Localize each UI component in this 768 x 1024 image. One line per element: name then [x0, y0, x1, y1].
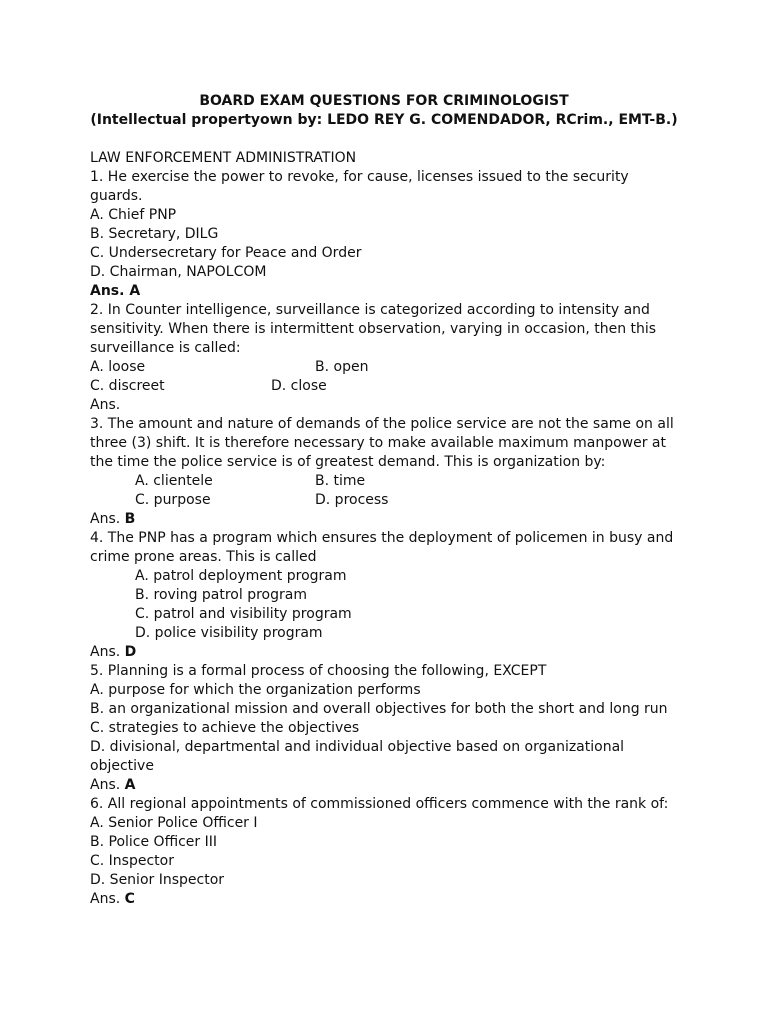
question-2-choice-b: B. open [315, 359, 369, 375]
answer-prefix: Ans. [90, 511, 121, 527]
question-2-choice-a: A. loose [90, 359, 146, 375]
question-2-text: surveillance is called: [90, 340, 241, 356]
question-6-text: 6. All regional appointments of commissioned officers commence with the rank of: [90, 796, 669, 812]
question-1-choice-d: D. Chairman, NAPOLCOM [90, 264, 267, 280]
question-1-text: 1. He exercise the power to revoke, for cause, licenses issued to the security [90, 169, 629, 185]
question-3-choice-d: D. process [315, 492, 389, 508]
question-1-choice-c: C. Undersecretary for Peace and Order [90, 245, 362, 261]
question-6-choice-d: D. Senior Inspector [90, 872, 225, 888]
question-3-answer [90, 510, 135, 529]
question-4-text: 4. The PNP has a program which ensures the deployment of policemen in busy and [90, 530, 674, 546]
answer-letter: B [124, 511, 136, 527]
answer-letter: A [124, 777, 136, 793]
question-2-answer [90, 396, 120, 415]
question-3-text: 3. The amount and nature of demands of the police service are not the same on all [90, 416, 674, 432]
question-5-choice-d: objective [90, 758, 154, 774]
document-title: BOARD EXAM QUESTIONS FOR CRIMINOLOGIST [199, 93, 569, 109]
question-6-choice-b: B. Police Officer III [90, 834, 218, 850]
question-1-text: guards. [90, 188, 143, 204]
answer-letter: D [124, 644, 137, 660]
document-subtitle: (Intellectual propertyown by: LEDO REY G. COMENDADOR, RCrim., EMT-B.) [90, 112, 678, 128]
question-4-choice-c: C. patrol and visibility program [135, 606, 352, 622]
question-4-text: crime prone areas. This is called [90, 549, 317, 565]
answer-letter: C [124, 891, 135, 907]
question-6-choice-a: A. Senior Police Officer I [90, 815, 258, 831]
question-5-text: 5. Planning is a formal process of choosing the following, EXCEPT [90, 663, 547, 679]
question-3-choice-a: A. clientele [135, 473, 213, 489]
question-3-choice-b: B. time [315, 473, 366, 489]
question-5-choice-c: C. strategies to achieve the objectives [90, 720, 360, 736]
question-2-choice-c: C. discreet [90, 378, 165, 394]
answer-prefix: Ans. [90, 644, 121, 660]
question-2-text: 2. In Counter intelligence, surveillance is categorized according to intensity and [90, 302, 650, 318]
question-3-text: three (3) shift. It is therefore necessary to make available maximum manpower at [90, 435, 667, 451]
question-2-choice-d: D. close [271, 378, 327, 394]
question-1-choice-b: B. Secretary, DILG [90, 226, 219, 242]
question-1-choice-a: A. Chief PNP [90, 207, 177, 223]
question-6-choice-c: C. Inspector [90, 853, 174, 869]
question-5-answer [90, 776, 136, 795]
question-5-choice-d: D. divisional, departmental and individual objective based on organizational [90, 739, 625, 755]
question-4-choice-d: D. police visibility program [135, 625, 323, 641]
question-4-answer [90, 643, 136, 662]
section-heading: LAW ENFORCEMENT ADMINISTRATION [90, 150, 357, 166]
answer-prefix: Ans. [90, 397, 121, 413]
question-4-choice-a: A. patrol deployment program [135, 568, 347, 584]
question-1-answer: Ans. A [90, 283, 141, 299]
question-4-choice-b: B. roving patrol program [135, 587, 307, 603]
answer-prefix: Ans. [90, 777, 121, 793]
question-6-answer [90, 890, 135, 909]
question-2-text: sensitivity. When there is intermittent observation, varying in occasion, then this [90, 321, 657, 337]
question-5-choice-a: A. purpose for which the organization performs [90, 682, 421, 698]
answer-prefix: Ans. [90, 891, 121, 907]
question-5-choice-b: B. an organizational mission and overall objectives for both the short and long run [90, 701, 668, 717]
question-3-text: the time the police service is of greatest demand. This is organization by: [90, 454, 606, 470]
question-3-choice-c: C. purpose [135, 492, 211, 508]
